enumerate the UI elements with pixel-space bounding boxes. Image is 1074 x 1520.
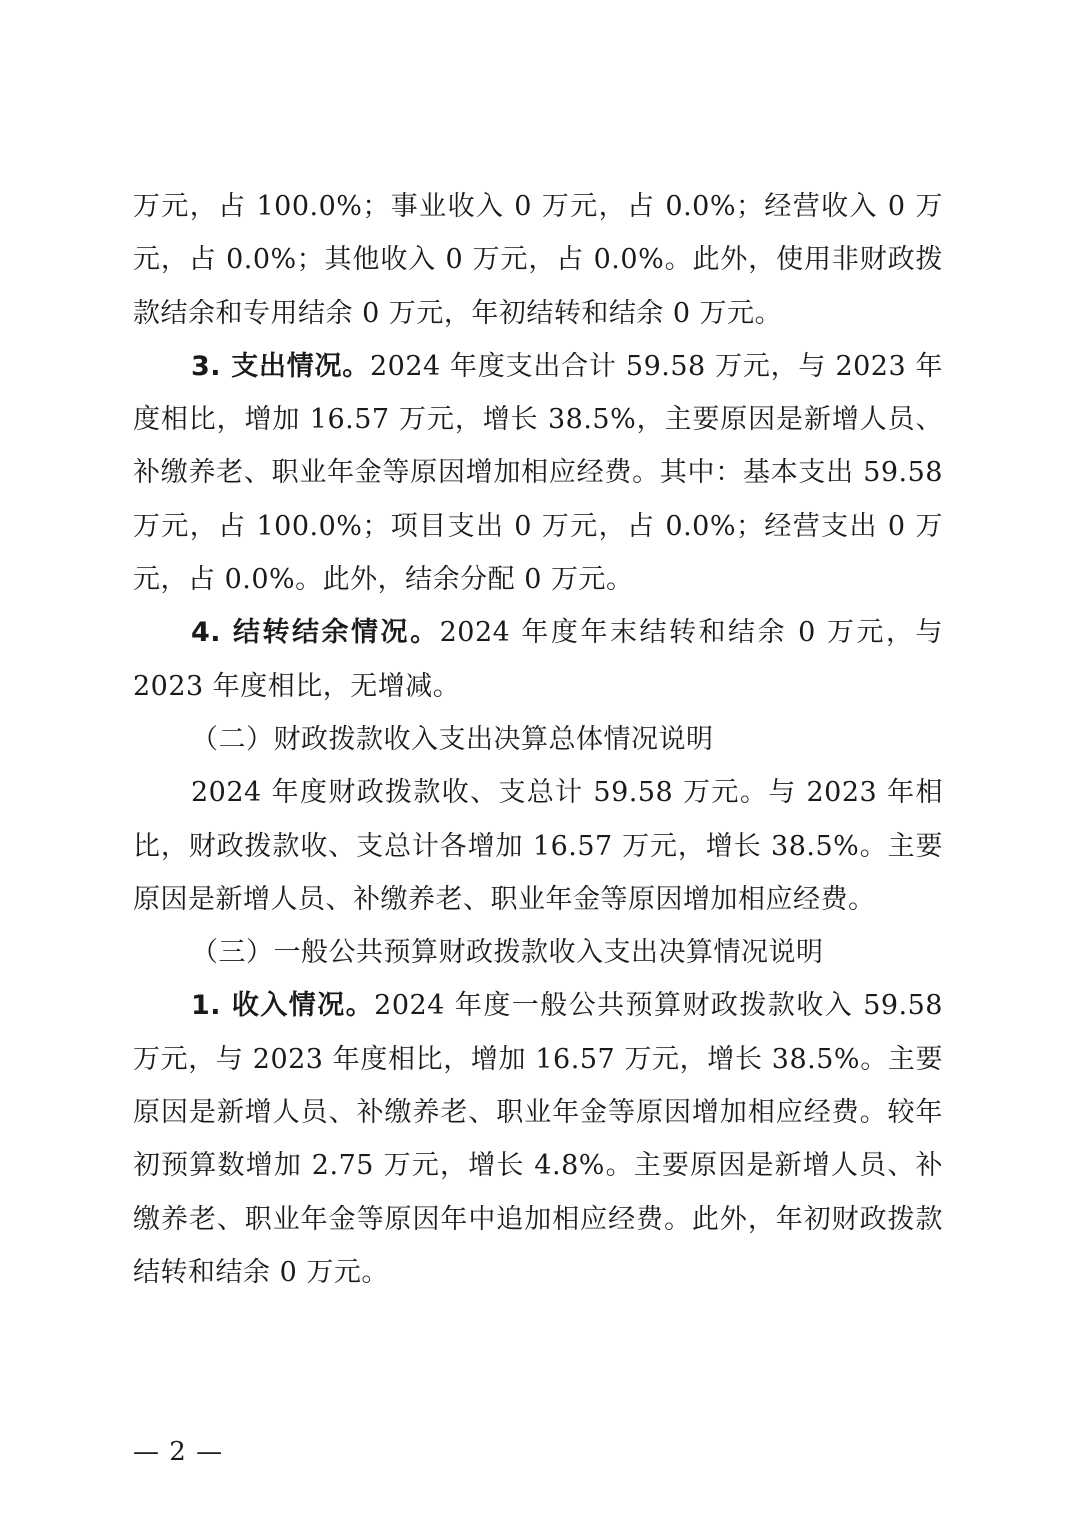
paragraph-fiscal-total — [133, 766, 943, 926]
paragraph-text: 万元，占 100.0%；事业收入 0 万元，占 0.0%；经营收入 0 万元，占 0.0%；其他收入 0 万元，占 0.0%。此外，使用非财政拨款结余和专用结余 0 万元，年初结转和结余 0 万元。 — [133, 191, 943, 329]
paragraph-lead: 3. 支出情况。 — [191, 350, 370, 382]
paragraph-text: 2024 年度一般公共预算财政拨款收入 59.58 万元，与 2023 年度相比，增加 16.57 万元，增长 38.5%。主要原因是新增人员、补缴养老、职业年金等原因增加相应经费。较年初预算数增加 2.75 万元，增长 4.8%。主要原因是新增人员、补缴养老、职业年金等原因年中追加相应经费。此外，年初财政拨款结转和结余 0 万元。 — [133, 990, 943, 1288]
page-number: — 2 — — [133, 1437, 224, 1467]
paragraph-income-continued — [133, 180, 943, 340]
paragraph-carryover — [133, 606, 943, 713]
section-heading-2 — [133, 713, 943, 766]
heading-text: （二）财政拨款收入支出决算总体情况说明 — [191, 723, 714, 755]
paragraph-lead: 1. 收入情况。 — [191, 990, 375, 1022]
heading-text: （三）一般公共预算财政拨款收入支出决算情况说明 — [191, 937, 824, 969]
paragraph-text: 2024 年度财政拨款收、支总计 59.58 万元。与 2023 年相比，财政拨款收、支总计各增加 16.57 万元，增长 38.5%。主要原因是新增人员、补缴养老、职业年金等原因增加相应经费。 — [133, 777, 943, 915]
document-body — [133, 180, 943, 1299]
paragraph-text: 2024 年度年末结转和结余 0 万元，与 2023 年度相比，无增减。 — [133, 617, 943, 702]
paragraph-expenditure — [133, 340, 943, 606]
paragraph-general-budget-income — [133, 979, 943, 1299]
paragraph-text: 2024 年度支出合计 59.58 万元，与 2023 年度相比，增加 16.57 万元，增长 38.5%，主要原因是新增人员、补缴养老、职业年金等原因增加相应经费。其中：基本支出 59.58 万元，占 100.0%；项目支出 0 万元，占 0.0%；经营支出 0 万元，占 0.0%。此外，结余分配 0 万元。 — [133, 350, 943, 596]
section-heading-3 — [133, 926, 943, 979]
paragraph-lead: 4. 结转结余情况。 — [191, 617, 440, 649]
